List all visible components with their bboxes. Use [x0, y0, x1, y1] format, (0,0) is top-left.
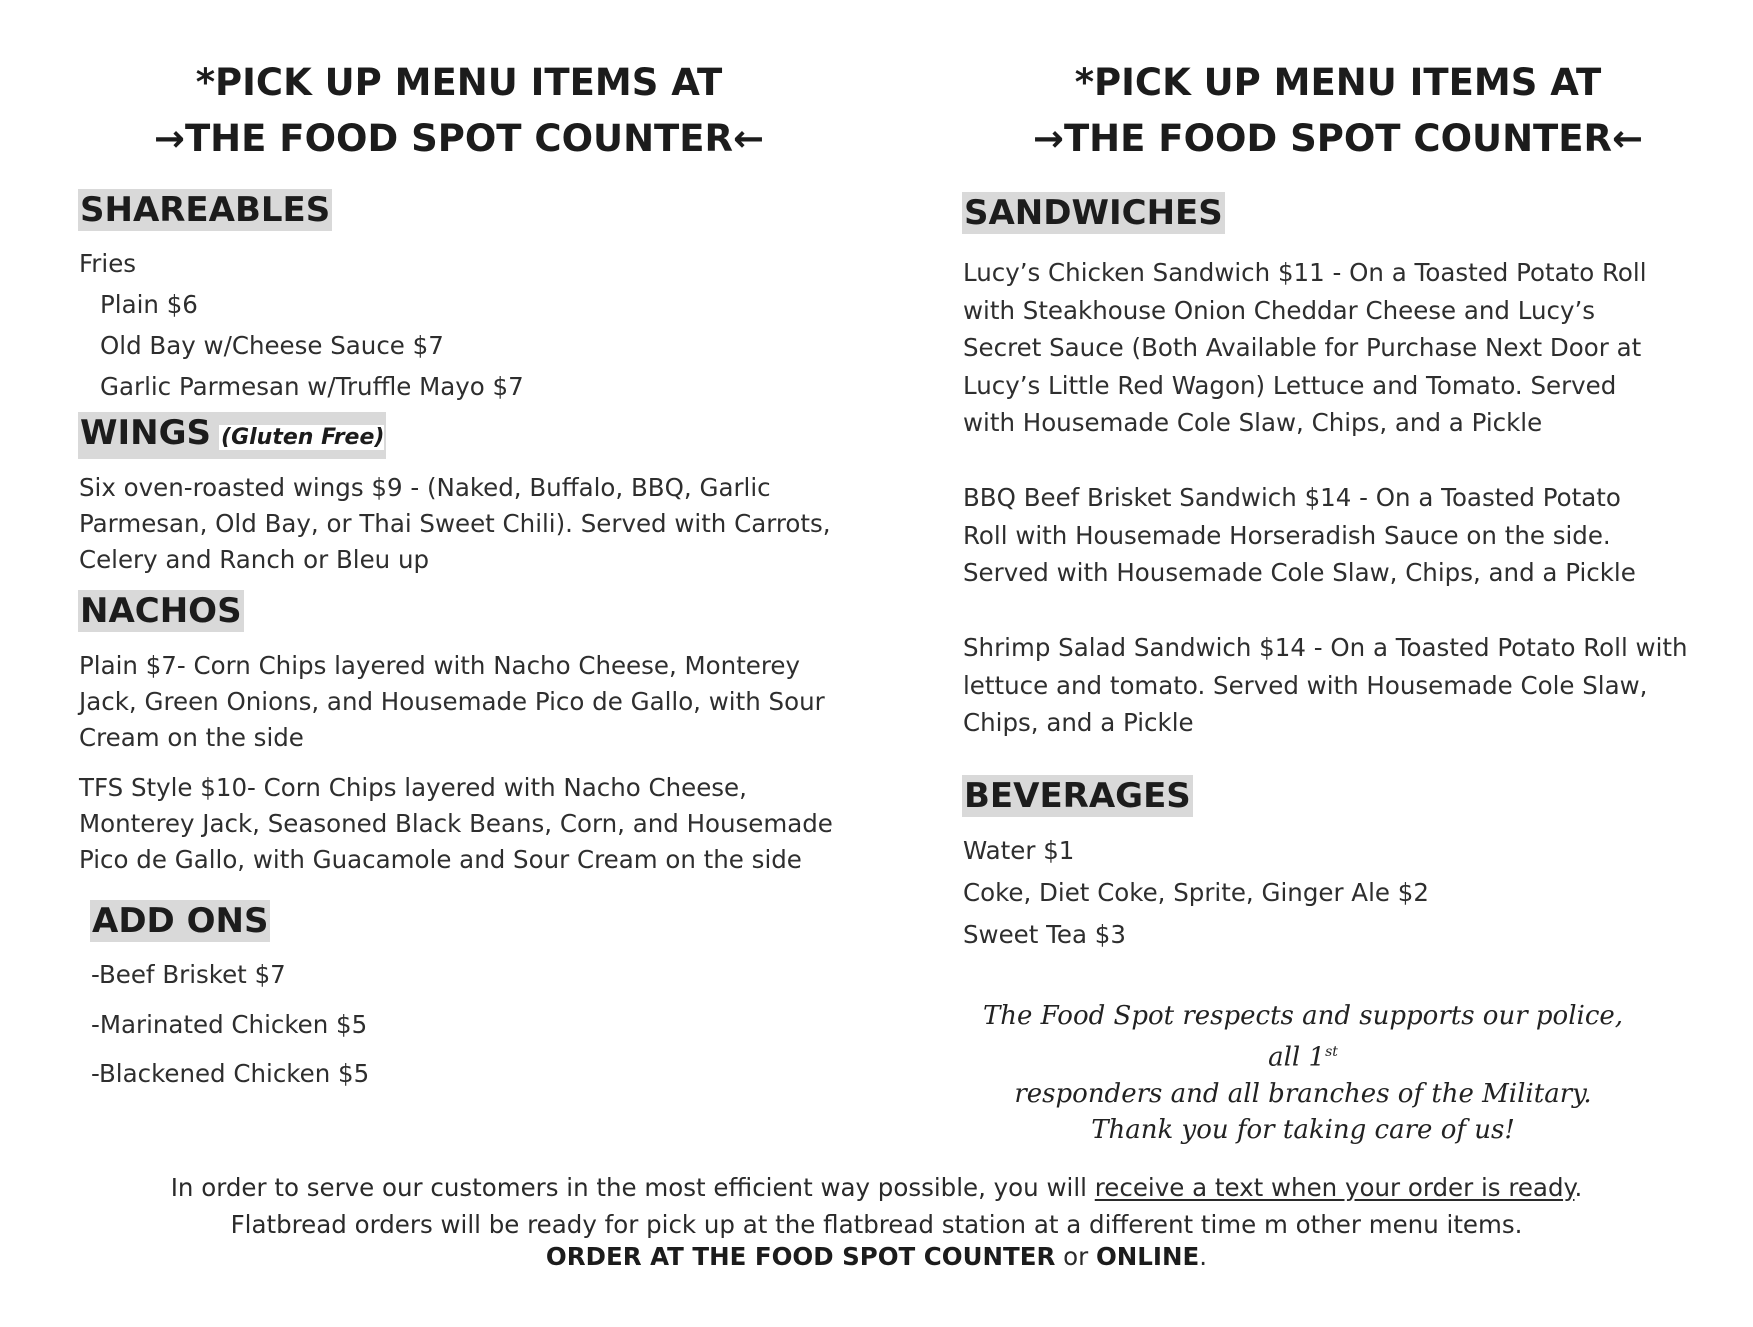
list-item: Sweet Tea $3	[963, 920, 1126, 949]
add-ons-heading: ADD ONS	[92, 901, 269, 941]
tribute-line1	[963, 998, 1643, 1076]
pickup-notice-line2: →THE FOOD SPOT COUNTER←	[1032, 117, 1644, 160]
wings-heading	[78, 412, 386, 459]
order-online-label: ONLINE	[1095, 1242, 1200, 1271]
wings-heading-label: WINGS	[80, 413, 212, 453]
footer-or: or	[1055, 1242, 1096, 1271]
pickup-notice-right	[948, 55, 1728, 167]
list-item: -Marinated Chicken $5	[91, 1010, 368, 1039]
gluten-free-note: (Gluten Free)	[221, 425, 385, 450]
nachos-plain: Plain $7- Corn Chips layered with Nacho Cheese, Monterey Jack, Green Onions, and Housemade Pico de Gallo, with Sour Cream on the side	[79, 651, 825, 752]
footer-line3	[0, 1240, 1753, 1274]
sandwiches-heading: SANDWICHES	[964, 193, 1223, 233]
footer-line1-period: .	[1574, 1173, 1583, 1202]
footer-line3-period: .	[1199, 1242, 1208, 1271]
footer-line1-text: In order to serve our customers in the most efficient way possible, you will	[170, 1173, 1095, 1202]
list-item: Coke, Diet Coke, Sprite, Ginger Ale $2	[963, 878, 1429, 907]
beverages-heading: BEVERAGES	[964, 776, 1191, 816]
tribute-line2: responders and all branches of the Military.	[1014, 1078, 1592, 1109]
shareables-heading: SHAREABLES	[80, 190, 331, 230]
tribute-line3: Thank you for taking care of us!	[1091, 1114, 1515, 1145]
list-item: Plain $6	[100, 290, 198, 319]
pickup-notice-line1: *PICK UP MENU ITEMS AT	[1074, 61, 1602, 104]
list-item: -Blackened Chicken $5	[91, 1059, 370, 1088]
order-counter-label: ORDER AT THE FOOD SPOT COUNTER	[545, 1242, 1056, 1271]
tribute-superscript: st	[1325, 1044, 1338, 1060]
text-notice-link: receive a text when your order is ready	[1094, 1173, 1575, 1202]
nachos-tfs-style: TFS Style $10- Corn Chips layered with Nacho Cheese, Monterey Jack, Seasoned Black Beans, Corn, and Housemade Pico de Gallo, with Guacamole and Sour Cream on the side	[79, 773, 833, 874]
sandwich-item: Lucy’s Chicken Sandwich $11 - On a Toasted Potato Roll with Steakhouse Onion Cheddar Cheese and Lucy’s Secret Sauce (Both Available for Purchase Next Door at Lucy’s Little Red Wagon) Lettuce and Tomato. Served with Housemade Cole Slaw, Chips, and a Pickle	[963, 258, 1647, 437]
nachos-heading: NACHOS	[80, 591, 242, 631]
list-item: -Beef Brisket $7	[91, 960, 286, 989]
sandwich-item: Shrimp Salad Sandwich $14 - On a Toasted Potato Roll with lettuce and tomato. Served with Housemade Cole Slaw, Chips, and a Pickle	[963, 633, 1688, 737]
wings-description: Six oven-roasted wings $9 - (Naked, Buffalo, BBQ, Garlic Parmesan, Old Bay, or Thai Sweet Chili). Served with Carrots, Celery and Ranch or Bleu up	[79, 473, 831, 574]
list-item: Garlic Parmesan w/Truffle Mayo $7	[100, 372, 524, 401]
footer-line1	[0, 1171, 1753, 1205]
tribute-line1-text: The Food Spot respects and supports our police, all 1	[982, 1001, 1624, 1073]
list-item: Old Bay w/Cheese Sauce $7	[100, 331, 444, 360]
fries-label: Fries	[79, 249, 137, 278]
list-item: Water $1	[963, 836, 1075, 865]
sandwich-item: BBQ Beef Brisket Sandwich $14 - On a Toasted Potato Roll with Housemade Horseradish Sauce on the side. Served with Housemade Cole Slaw, Chips, and a Pickle	[963, 483, 1636, 587]
tribute-note	[963, 998, 1643, 1148]
footer-line2: Flatbread orders will be ready for pick up at the flatbread station at a different time m other menu items.	[230, 1210, 1523, 1239]
pickup-notice-line1: *PICK UP MENU ITEMS AT	[195, 61, 723, 104]
pickup-notice-left	[79, 55, 839, 167]
pickup-notice-line2: →THE FOOD SPOT COUNTER←	[153, 117, 765, 160]
